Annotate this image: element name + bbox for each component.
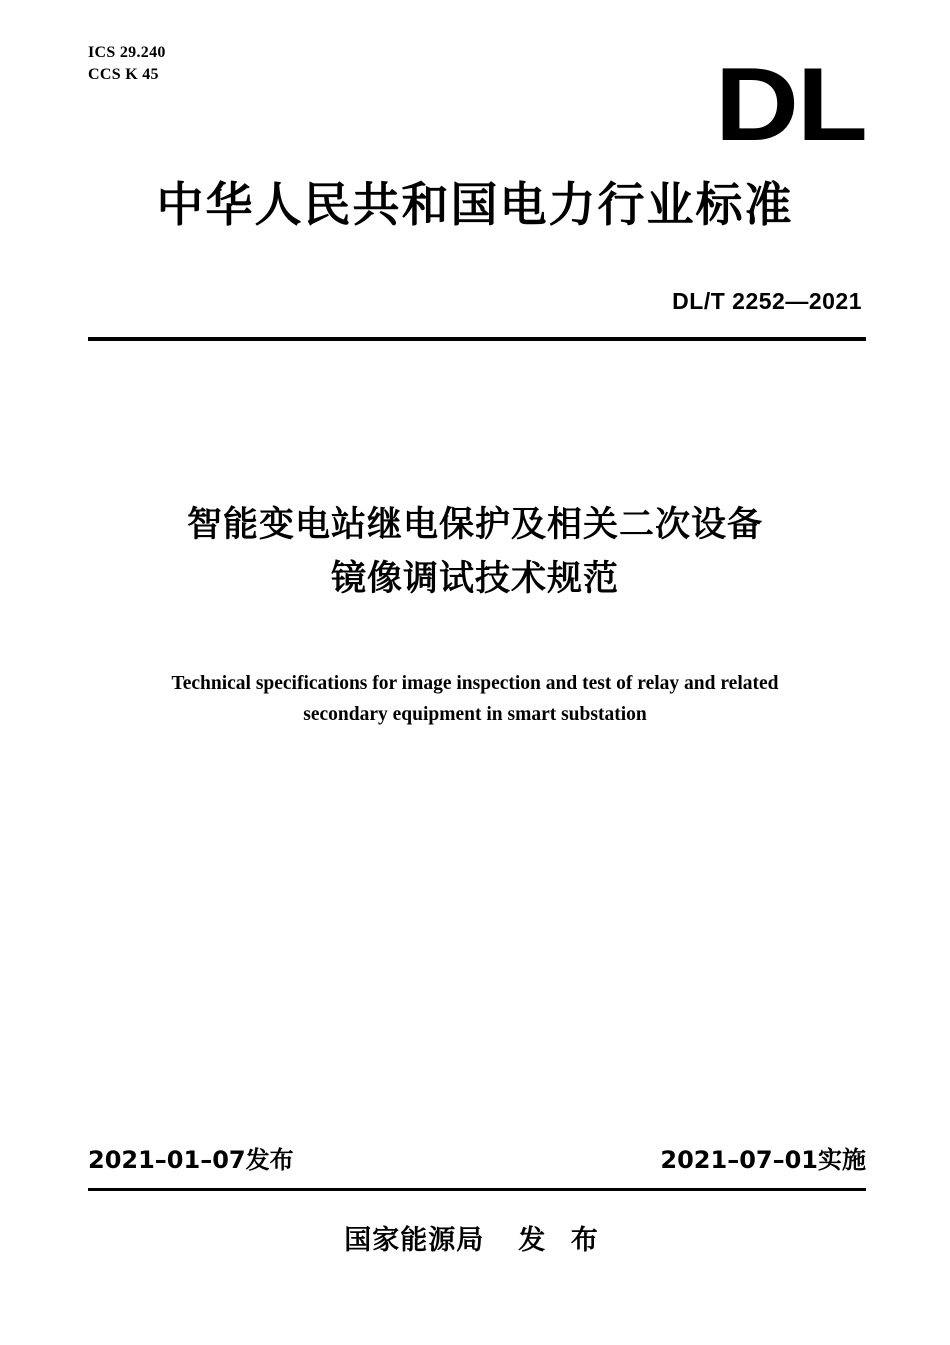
header-divider xyxy=(88,337,866,341)
classification-codes xyxy=(88,42,166,85)
national-standard-title: 中华人民共和国电力行业标准 xyxy=(156,178,794,233)
release-date: 2021–01–07发布 xyxy=(88,1146,294,1174)
document-subtitle-line-2: secondary equipment in smart substation xyxy=(303,704,647,726)
issuer-organization: 国家能源局 xyxy=(344,1225,485,1256)
footer-divider xyxy=(88,1188,866,1191)
standard-number: DL/T 2252—2021 xyxy=(672,288,862,314)
ccs-code: CCS K 45 xyxy=(88,65,159,83)
ics-code: ICS 29.240 xyxy=(88,44,166,61)
implementation-date: 2021–07–01实施 xyxy=(660,1146,866,1174)
document-subtitle-line-1: Technical specifications for image inspection and test of relay and related xyxy=(171,673,779,694)
document-title xyxy=(0,498,950,607)
dl-logo: DL xyxy=(715,47,866,163)
document-title-line-2: 镜像调试技术规范 xyxy=(330,559,619,600)
issuing-authority xyxy=(0,1218,950,1257)
issuer-verb: 发 布 xyxy=(518,1225,606,1256)
document-title-line-1: 智能变电站继电保护及相关二次设备 xyxy=(186,505,763,545)
document-subtitle-english xyxy=(120,668,830,730)
date-row xyxy=(88,1140,866,1175)
